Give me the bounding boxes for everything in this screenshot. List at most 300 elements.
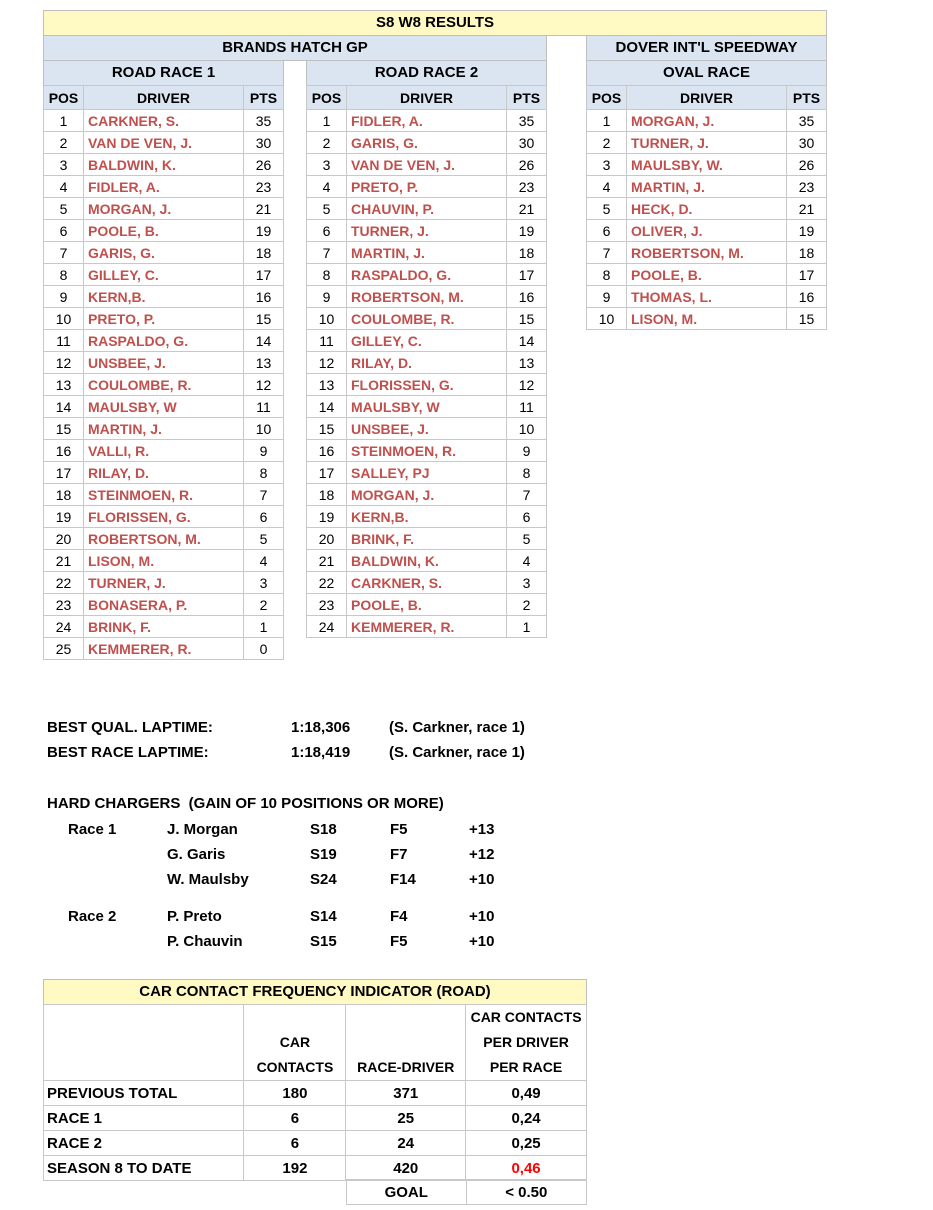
best-qual-time: 1:18,306	[291, 719, 351, 736]
result-pts: 17	[787, 264, 827, 286]
hard-charger-gain: +10	[469, 933, 495, 950]
result-row	[44, 110, 284, 132]
result-driver: MAULSBY, W	[347, 396, 507, 418]
result-row	[307, 484, 547, 506]
result-driver: UNSBEE, J.	[347, 418, 507, 440]
result-pts: 14	[507, 330, 547, 352]
result-row	[307, 132, 547, 154]
result-driver: LISON, M.	[84, 550, 244, 572]
result-row	[307, 286, 547, 308]
hard-charger-gain: +12	[469, 846, 495, 863]
result-driver: RASPALDO, G.	[84, 330, 244, 352]
hard-charger-driver: P. Chauvin	[167, 933, 243, 950]
result-row	[307, 264, 547, 286]
result-pts: 23	[244, 176, 284, 198]
contact-header-blank	[44, 1005, 244, 1081]
results-table-road-race-1	[43, 85, 284, 660]
result-row	[307, 418, 547, 440]
contact-row-race-driver: 420	[346, 1156, 466, 1181]
result-row	[587, 110, 827, 132]
result-pos: 9	[44, 286, 84, 308]
hard-charger-start: S24	[310, 871, 337, 888]
result-row	[44, 484, 284, 506]
column-header-row	[587, 86, 827, 110]
result-driver: FLORISSEN, G.	[347, 374, 507, 396]
result-pts: 16	[244, 286, 284, 308]
track-header-brands-hatch: BRANDS HATCH GP	[43, 35, 547, 61]
result-driver: KEMMERER, R.	[347, 616, 507, 638]
result-row	[307, 374, 547, 396]
result-driver: VAN DE VEN, J.	[347, 154, 507, 176]
result-driver: ROBERTSON, M.	[84, 528, 244, 550]
result-row	[44, 440, 284, 462]
hard-charger-finish: F5	[390, 933, 408, 950]
result-pts: 26	[507, 154, 547, 176]
hard-charger-gain: +10	[469, 908, 495, 925]
result-pos: 11	[307, 330, 347, 352]
result-pts: 17	[244, 264, 284, 286]
result-pos: 2	[587, 132, 627, 154]
result-pos: 1	[587, 110, 627, 132]
result-driver: MARTIN, J.	[347, 242, 507, 264]
result-pos: 8	[44, 264, 84, 286]
result-pts: 18	[507, 242, 547, 264]
hard-charger-start: S15	[310, 933, 337, 950]
contact-header-car-contacts-line1: CAR	[279, 1034, 311, 1050]
result-driver: STEINMOEN, R.	[347, 440, 507, 462]
result-pos: 23	[44, 594, 84, 616]
result-driver: HECK, D.	[627, 198, 787, 220]
hard-charger-race: Race 2	[68, 908, 117, 925]
column-header: PTS	[787, 86, 827, 110]
result-pts: 7	[244, 484, 284, 506]
result-pos: 3	[587, 154, 627, 176]
result-row	[307, 198, 547, 220]
result-pos: 12	[307, 352, 347, 374]
result-pos: 7	[307, 242, 347, 264]
result-driver: FIDLER, A.	[347, 110, 507, 132]
result-row	[44, 176, 284, 198]
contact-row-race-driver: 25	[346, 1106, 466, 1131]
hard-charger-start: S18	[310, 821, 337, 838]
result-driver: RILAY, D.	[84, 462, 244, 484]
result-driver: GARIS, G.	[84, 242, 244, 264]
result-row	[44, 506, 284, 528]
result-driver: THOMAS, L.	[627, 286, 787, 308]
result-pts: 19	[787, 220, 827, 242]
contact-header-race-driver	[346, 1005, 466, 1081]
result-pts: 1	[507, 616, 547, 638]
result-pos: 7	[587, 242, 627, 264]
column-header: POS	[307, 86, 347, 110]
result-pos: 1	[307, 110, 347, 132]
contact-row-per-race: 0,24	[466, 1106, 587, 1131]
result-row	[44, 264, 284, 286]
result-pts: 26	[787, 154, 827, 176]
result-pos: 13	[307, 374, 347, 396]
result-pts: 16	[507, 286, 547, 308]
result-driver: TURNER, J.	[84, 572, 244, 594]
hard-charger-driver: P. Preto	[167, 908, 222, 925]
result-pts: 10	[244, 418, 284, 440]
result-pos: 3	[307, 154, 347, 176]
best-race-label: BEST RACE LAPTIME:	[47, 744, 209, 761]
result-pos: 6	[307, 220, 347, 242]
result-row	[44, 154, 284, 176]
hard-charger-driver: J. Morgan	[167, 821, 238, 838]
result-driver: GILLEY, C.	[347, 330, 507, 352]
hard-chargers-title: HARD CHARGERS (GAIN OF 10 POSITIONS OR MORE)	[47, 795, 444, 812]
result-driver: RASPALDO, G.	[347, 264, 507, 286]
hard-charger-gain: +10	[469, 871, 495, 888]
column-header: PTS	[507, 86, 547, 110]
result-pos: 21	[44, 550, 84, 572]
result-pts: 18	[244, 242, 284, 264]
result-pos: 22	[44, 572, 84, 594]
result-pts: 2	[244, 594, 284, 616]
contact-row-contacts: 6	[244, 1131, 346, 1156]
result-row	[44, 132, 284, 154]
result-driver: VALLI, R.	[84, 440, 244, 462]
result-pts: 2	[507, 594, 547, 616]
contact-row	[44, 1106, 587, 1131]
result-driver: GILLEY, C.	[84, 264, 244, 286]
result-driver: MAULSBY, W	[84, 396, 244, 418]
result-row	[307, 616, 547, 638]
result-pos: 8	[307, 264, 347, 286]
hard-charger-start: S14	[310, 908, 337, 925]
column-header: PTS	[244, 86, 284, 110]
result-driver: TURNER, J.	[627, 132, 787, 154]
result-driver: BRINK, F.	[347, 528, 507, 550]
result-driver: LISON, M.	[627, 308, 787, 330]
result-row	[307, 440, 547, 462]
contact-goal-value: < 0.50	[466, 1180, 586, 1205]
contact-row-race-driver: 24	[346, 1131, 466, 1156]
result-pts: 4	[244, 550, 284, 572]
hard-charger-race: Race 1	[68, 821, 117, 838]
result-driver: BALDWIN, K.	[84, 154, 244, 176]
results-table-road-race-2	[306, 85, 547, 638]
result-driver: BALDWIN, K.	[347, 550, 507, 572]
column-header-row	[44, 86, 284, 110]
race-header-oval-race: OVAL RACE	[586, 60, 827, 86]
result-pos: 12	[44, 352, 84, 374]
result-row	[307, 110, 547, 132]
result-pts: 35	[507, 110, 547, 132]
hard-charger-driver: W. Maulsby	[167, 871, 249, 888]
result-row	[307, 220, 547, 242]
result-driver: ROBERTSON, M.	[347, 286, 507, 308]
result-pos: 1	[44, 110, 84, 132]
result-driver: PRETO, P.	[347, 176, 507, 198]
track-header-dover: DOVER INT'L SPEEDWAY	[586, 35, 827, 61]
result-row	[587, 154, 827, 176]
hard-charger-gain: +13	[469, 821, 495, 838]
result-row	[44, 594, 284, 616]
best-qual-label: BEST QUAL. LAPTIME:	[47, 719, 213, 736]
result-row	[307, 176, 547, 198]
result-pos: 15	[44, 418, 84, 440]
result-pos: 24	[307, 616, 347, 638]
result-row	[44, 528, 284, 550]
result-pts: 21	[787, 198, 827, 220]
result-pos: 21	[307, 550, 347, 572]
result-driver: MAULSBY, W.	[627, 154, 787, 176]
result-row	[44, 638, 284, 660]
result-pts: 11	[244, 396, 284, 418]
best-qual-note: (S. Carkner, race 1)	[389, 719, 525, 736]
result-row	[587, 198, 827, 220]
contact-indicator-title: CAR CONTACT FREQUENCY INDICATOR (ROAD)	[43, 979, 587, 1005]
result-pts: 10	[507, 418, 547, 440]
result-row	[44, 198, 284, 220]
result-pts: 5	[244, 528, 284, 550]
result-driver: COULOMBE, R.	[84, 374, 244, 396]
result-row	[44, 286, 284, 308]
contact-row-per-race: 0,49	[466, 1081, 587, 1106]
result-pts: 23	[787, 176, 827, 198]
result-pos: 15	[307, 418, 347, 440]
result-driver: FIDLER, A.	[84, 176, 244, 198]
result-pos: 10	[44, 308, 84, 330]
result-pts: 8	[244, 462, 284, 484]
result-pos: 18	[307, 484, 347, 506]
result-driver: KERN,B.	[347, 506, 507, 528]
result-row	[307, 572, 547, 594]
result-pos: 20	[307, 528, 347, 550]
result-row	[307, 242, 547, 264]
result-driver: COULOMBE, R.	[347, 308, 507, 330]
result-pts: 19	[244, 220, 284, 242]
result-pos: 2	[307, 132, 347, 154]
result-row	[307, 550, 547, 572]
contact-header-per-race-line3: PER RACE	[489, 1059, 563, 1075]
result-pts: 7	[507, 484, 547, 506]
column-header: POS	[587, 86, 627, 110]
result-pos: 17	[44, 462, 84, 484]
result-pts: 12	[507, 374, 547, 396]
result-driver: MARTIN, J.	[84, 418, 244, 440]
result-pos: 18	[44, 484, 84, 506]
contact-goal-label: GOAL	[347, 1180, 467, 1205]
result-row	[44, 418, 284, 440]
result-driver: MORGAN, J.	[347, 484, 507, 506]
result-pts: 1	[244, 616, 284, 638]
result-pos: 20	[44, 528, 84, 550]
hard-charger-finish: F14	[390, 871, 416, 888]
race-header-road-race-2: ROAD RACE 2	[306, 60, 547, 86]
contact-row-contacts: 180	[244, 1081, 346, 1106]
result-driver: POOLE, B.	[84, 220, 244, 242]
result-pos: 5	[44, 198, 84, 220]
result-pos: 14	[307, 396, 347, 418]
result-pos: 6	[587, 220, 627, 242]
result-pts: 3	[507, 572, 547, 594]
contact-row	[44, 1131, 587, 1156]
result-row	[307, 308, 547, 330]
contact-header-car-contacts	[244, 1005, 346, 1081]
result-driver: POOLE, B.	[627, 264, 787, 286]
result-row	[44, 242, 284, 264]
result-driver: PRETO, P.	[84, 308, 244, 330]
result-pos: 10	[307, 308, 347, 330]
result-pts: 30	[244, 132, 284, 154]
contact-row	[44, 1081, 587, 1106]
best-race-time: 1:18,419	[291, 744, 351, 761]
result-row	[44, 462, 284, 484]
result-pts: 6	[507, 506, 547, 528]
result-pos: 23	[307, 594, 347, 616]
results-table-oval-race	[586, 85, 827, 330]
result-row	[587, 132, 827, 154]
result-pos: 9	[587, 286, 627, 308]
hard-charger-finish: F4	[390, 908, 408, 925]
result-driver: VAN DE VEN, J.	[84, 132, 244, 154]
contact-row-label: RACE 1	[44, 1106, 244, 1131]
page-title: S8 W8 RESULTS	[43, 10, 827, 36]
result-pos: 6	[44, 220, 84, 242]
result-driver: CHAUVIN, P.	[347, 198, 507, 220]
result-pos: 2	[44, 132, 84, 154]
best-race-note: (S. Carkner, race 1)	[389, 744, 525, 761]
contact-goal-table	[346, 1179, 587, 1205]
result-pts: 5	[507, 528, 547, 550]
result-row	[587, 264, 827, 286]
column-header: DRIVER	[347, 86, 507, 110]
contact-row-contacts: 192	[244, 1156, 346, 1181]
result-pos: 14	[44, 396, 84, 418]
result-pts: 23	[507, 176, 547, 198]
column-header: DRIVER	[84, 86, 244, 110]
column-header: POS	[44, 86, 84, 110]
race-header-road-race-1: ROAD RACE 1	[43, 60, 284, 86]
result-pos: 10	[587, 308, 627, 330]
result-pos: 22	[307, 572, 347, 594]
result-driver: STEINMOEN, R.	[84, 484, 244, 506]
result-driver: MORGAN, J.	[84, 198, 244, 220]
result-row	[307, 154, 547, 176]
result-pos: 5	[587, 198, 627, 220]
result-pts: 0	[244, 638, 284, 660]
result-driver: POOLE, B.	[347, 594, 507, 616]
result-pts: 15	[507, 308, 547, 330]
result-row	[307, 594, 547, 616]
result-row	[44, 352, 284, 374]
result-driver: MORGAN, J.	[627, 110, 787, 132]
result-driver: GARIS, G.	[347, 132, 507, 154]
result-pos: 9	[307, 286, 347, 308]
result-row	[44, 396, 284, 418]
result-pts: 18	[787, 242, 827, 264]
result-pts: 13	[507, 352, 547, 374]
result-pts: 30	[507, 132, 547, 154]
result-pts: 17	[507, 264, 547, 286]
result-pos: 25	[44, 638, 84, 660]
result-row	[44, 308, 284, 330]
result-row	[587, 242, 827, 264]
result-row	[587, 286, 827, 308]
result-pos: 24	[44, 616, 84, 638]
result-row	[307, 506, 547, 528]
result-pts: 9	[244, 440, 284, 462]
result-row	[307, 528, 547, 550]
result-driver: BRINK, F.	[84, 616, 244, 638]
contact-row-race-driver: 371	[346, 1081, 466, 1106]
contact-row	[44, 1156, 587, 1181]
result-pts: 15	[244, 308, 284, 330]
result-pos: 16	[307, 440, 347, 462]
result-pos: 4	[44, 176, 84, 198]
result-pts: 6	[244, 506, 284, 528]
result-row	[44, 374, 284, 396]
result-pts: 4	[507, 550, 547, 572]
contact-header-car-contacts-line2: CONTACTS	[256, 1059, 334, 1075]
contact-header-race-driver-label: RACE-DRIVER	[357, 1059, 455, 1075]
result-pts: 26	[244, 154, 284, 176]
contact-indicator-table	[43, 1004, 587, 1181]
result-driver: FLORISSEN, G.	[84, 506, 244, 528]
result-pts: 21	[244, 198, 284, 220]
result-pts: 35	[787, 110, 827, 132]
result-driver: KERN,B.	[84, 286, 244, 308]
result-row	[307, 462, 547, 484]
result-driver: MARTIN, J.	[627, 176, 787, 198]
column-header: DRIVER	[627, 86, 787, 110]
result-pts: 16	[787, 286, 827, 308]
result-driver: CARKNER, S.	[347, 572, 507, 594]
result-pos: 19	[44, 506, 84, 528]
result-pts: 14	[244, 330, 284, 352]
result-row	[44, 616, 284, 638]
result-pos: 7	[44, 242, 84, 264]
result-driver: UNSBEE, J.	[84, 352, 244, 374]
result-pts: 11	[507, 396, 547, 418]
result-row	[307, 352, 547, 374]
result-pos: 5	[307, 198, 347, 220]
contact-row-per-race: 0,46	[466, 1156, 587, 1181]
result-driver: OLIVER, J.	[627, 220, 787, 242]
result-row	[44, 550, 284, 572]
column-header-row	[307, 86, 547, 110]
result-pos: 17	[307, 462, 347, 484]
result-pos: 3	[44, 154, 84, 176]
result-row	[587, 308, 827, 330]
result-row	[44, 572, 284, 594]
result-pts: 8	[507, 462, 547, 484]
hard-charger-start: S19	[310, 846, 337, 863]
result-row	[587, 220, 827, 242]
result-pts: 3	[244, 572, 284, 594]
contact-row-label: SEASON 8 TO DATE	[44, 1156, 244, 1181]
contact-header-per-race-line2: PER DRIVER	[483, 1034, 569, 1050]
result-row	[587, 176, 827, 198]
contact-row-per-race: 0,25	[466, 1131, 587, 1156]
result-pos: 13	[44, 374, 84, 396]
result-pos: 8	[587, 264, 627, 286]
result-driver: RILAY, D.	[347, 352, 507, 374]
result-driver: KEMMERER, R.	[84, 638, 244, 660]
result-pts: 12	[244, 374, 284, 396]
result-pos: 11	[44, 330, 84, 352]
hard-charger-finish: F7	[390, 846, 408, 863]
contact-row-label: PREVIOUS TOTAL	[44, 1081, 244, 1106]
result-pos: 16	[44, 440, 84, 462]
contact-row-contacts: 6	[244, 1106, 346, 1131]
result-pts: 21	[507, 198, 547, 220]
result-pts: 35	[244, 110, 284, 132]
result-row	[307, 396, 547, 418]
